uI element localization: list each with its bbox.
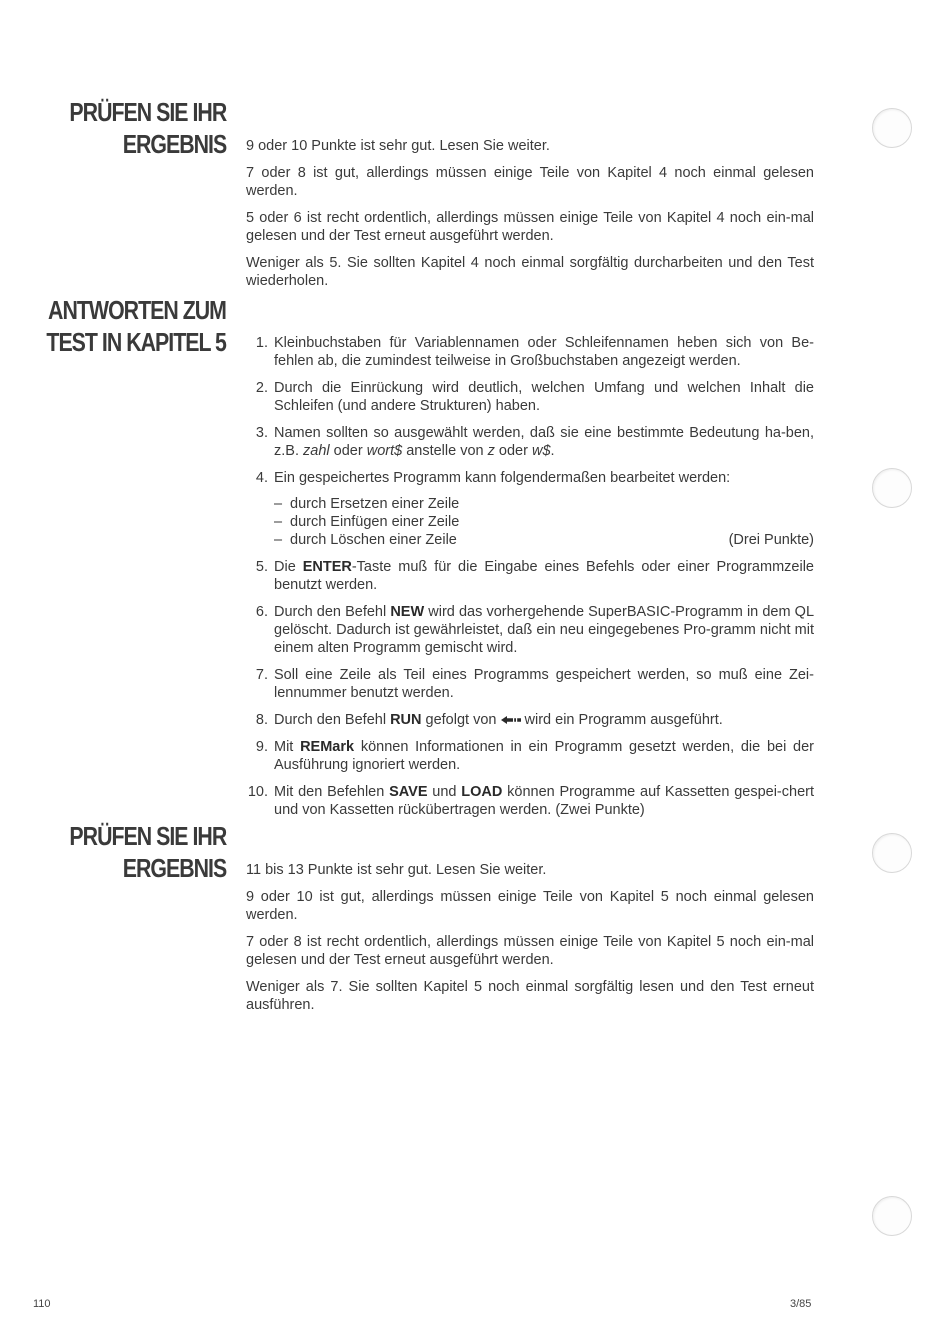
heading-line: PRÜFEN SIE IHR [69,97,226,127]
answer-text: Durch den Befehl [274,604,391,620]
enter-key-icon [501,716,521,724]
answer-number: 6. [255,604,268,620]
paragraph: 7 oder 8 ist gut, allerdings müssen einige Teile von Kapitel 4 noch einmal gelesen werden. [246,165,814,199]
edit-method-item [274,495,814,513]
section-heading-answers [46,294,226,358]
answer-number: 3. [255,425,268,441]
keyword: ENTER [302,559,352,575]
binder-hole [872,833,912,873]
results-block-1 [246,137,814,299]
section-heading-results-1 [69,96,226,160]
answer-text: und [427,784,462,800]
answer-text: . [550,443,555,459]
example-name: z [487,443,495,459]
heading-line: TEST IN KAPITEL 5 [46,327,226,357]
paragraph: 11 bis 13 Punkte ist sehr gut. Lesen Sie weiter. [246,862,547,878]
answer-item [246,738,814,774]
example-name: zahl [303,443,330,459]
binder-hole [872,1196,912,1236]
answer-text: können Programme auf Kassetten gespei-chert und von Kassetten rückübertragen werden. (Zwei Punkte) [274,784,814,818]
answer-text: oder [329,443,367,459]
answer-text: wird ein Programm ausgeführt. [520,712,723,728]
answer-number: 10. [247,784,268,800]
answer-text: Mit [274,739,301,755]
answer-item [246,469,814,549]
answer-item [246,783,814,819]
answer-item [246,558,814,594]
answer-number: 9. [255,739,268,755]
heading-line: ERGEBNIS [122,129,226,159]
binder-hole [872,468,912,508]
answer-text: Mit den Befehlen [274,784,390,800]
keyword: LOAD [461,784,503,800]
answer-number: 1. [255,335,268,351]
answer-text: Durch die Einrückung wird deutlich, welchen Umfang und welchen Inhalt die Schleifen (und andere Strukturen) haben. [274,380,814,414]
edit-method-item [274,513,814,531]
answer-text: Kleinbuchstaben für Variablennamen oder Schleifennamen heben sich von Be-fehlen ab, die zumindest teilweise in Großbuchstaben angezeigt werden. [274,335,814,369]
paragraph: 9 oder 10 ist gut, allerdings müssen einige Teile von Kapitel 5 noch einmal gelesen werden. [246,889,814,923]
paragraph: 9 oder 10 Punkte ist sehr gut. Lesen Sie weiter. [246,138,550,154]
edit-method-item [274,531,814,549]
page-number: 110 [33,1298,51,1310]
answer-text: Durch den Befehl [274,712,391,728]
answer-text: können Informationen in ein Programm gesetzt werden, die bei der Ausführung ignoriert werden. [274,739,815,773]
dash: – [274,496,283,512]
answer-item [246,379,814,415]
paragraph: Weniger als 7. Sie sollten Kapitel 5 noch einmal sorgfältig lesen und den Test erneut ausführen. [246,979,814,1013]
answer-text: gefolgt von [421,712,501,728]
edit-method-text: durch Einfügen einer Zeile [290,514,460,530]
heading-line: PRÜFEN SIE IHR [69,821,226,851]
answer-number: 2. [255,380,268,396]
dash: – [274,514,283,530]
example-name: w$ [531,443,551,459]
paragraph: 7 oder 8 ist recht ordentlich, allerdings müssen einige Teile von Kapitel 5 noch ein-mal gelesen und der Test erneut ausgeführt werden. [246,934,814,968]
answer-text: anstelle von [402,443,488,459]
answer-item [246,666,814,702]
answer-text: Ein gespeichertes Programm kann folgendermaßen bearbeitet werden: [274,470,731,486]
edit-method-text: durch Löschen einer Zeile [290,532,457,548]
paragraph: 5 oder 6 ist recht ordentlich, allerdings müssen einige Teile von Kapitel 4 noch ein-mal gelesen und der Test erneut ausgeführt werden. [246,210,814,244]
section-heading-results-2 [69,820,226,884]
paragraph: Weniger als 5. Sie sollten Kapitel 4 noch einmal sorgfältig durcharbeiten und den Test wiederholen. [246,255,814,289]
answer-text: Soll eine Zeile als Teil eines Programms gespeichert werden, so muß eine Zei-lennummer benutzt werden. [274,667,814,701]
edit-methods-list [274,495,814,549]
results-block-2 [246,861,814,1023]
edition-date: 3/85 [790,1298,812,1310]
example-name: wort$ [366,443,403,459]
answer-text: -Taste muß für die Eingabe eines Befehls oder einer Programmzeile benutzt werden. [274,559,814,593]
heading-line: ANTWORTEN ZUM [48,295,226,325]
keyword: REMark [300,739,355,755]
keyword: NEW [390,604,425,620]
answer-number: 8. [255,712,268,728]
answer-text: oder [494,443,532,459]
answer-number: 7. [255,667,268,683]
points-note: (Drei Punkte) [728,532,814,548]
dash: – [274,532,283,548]
heading-line: ERGEBNIS [122,853,226,883]
edit-method-text: durch Ersetzen einer Zeile [290,496,460,512]
answer-text: wird das vorhergehende SuperBASIC-Programm in dem QL gelöscht. Dadurch ist gewährleistet, daß ein neu eingegebenes Pro-gramm nicht mit einem alten Programm gemischt wird. [274,604,815,656]
answer-number: 5. [255,559,268,575]
binder-hole [872,108,912,148]
keyword: SAVE [389,784,428,800]
answer-item [246,334,814,370]
answer-item [246,711,814,729]
answers-list [246,334,814,828]
answer-item [246,424,814,460]
keyword: RUN [390,712,422,728]
answer-text: Namen sollten so ausgewählt werden, daß sie eine bestimmte Bedeutung ha-ben, z.B. [274,425,814,459]
answer-item [246,603,814,657]
answer-number: 4. [255,470,268,486]
answer-text: Die [274,559,303,575]
